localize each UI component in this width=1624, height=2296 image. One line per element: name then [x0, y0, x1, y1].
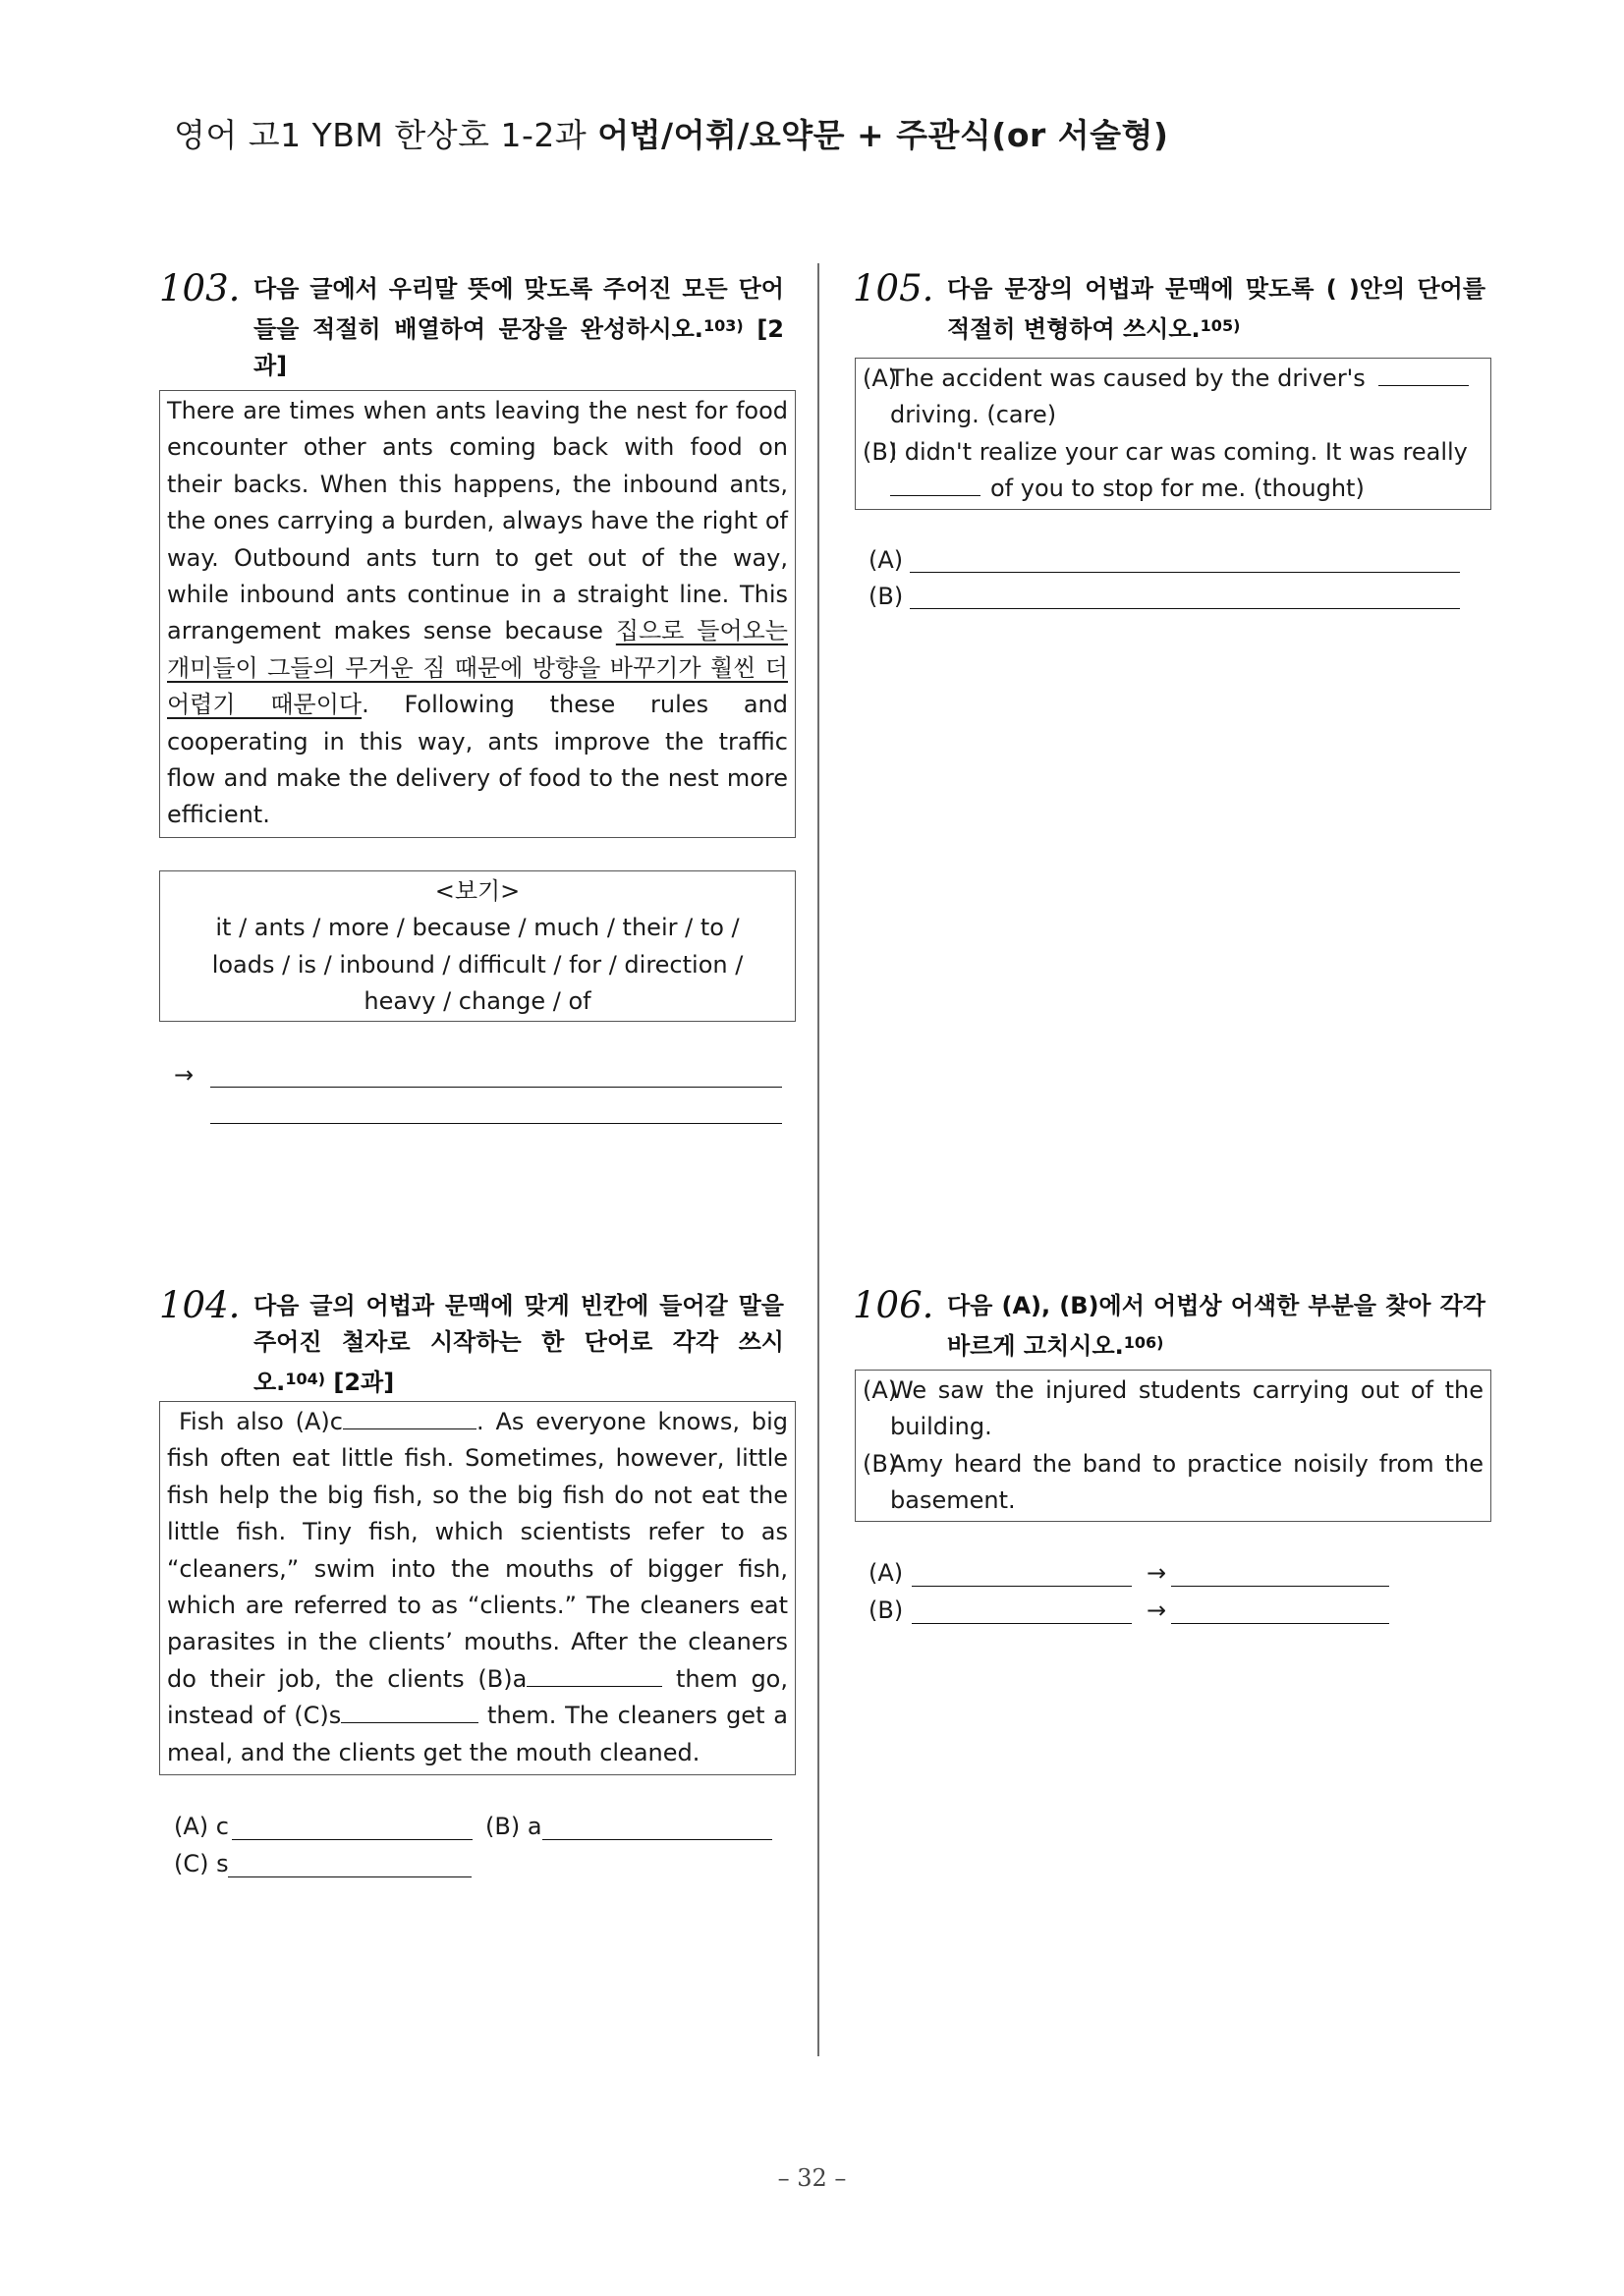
sentence-a	[863, 361, 1484, 434]
answer-line-b-wrong[interactable]	[912, 1623, 1132, 1624]
answer-label-a: (A) c	[174, 1813, 229, 1840]
question-instruction: 다음 문장의 어법과 문맥에 맞도록 ( )안의 단어를 적절히 변형하여 쓰시오.$^{105)}$	[947, 275, 1485, 343]
column-divider	[817, 263, 819, 2056]
sentence-a-text: We saw the injured students carrying out of the building.	[890, 1376, 1484, 1441]
passage-part-2: . As everyone knows, big fish often eat little fish. Sometimes, however, little fish help the big fish, so the big fish do not eat the little fish. Tiny fish, which scientists refer to as “cleaners,” swim into the mouths of bigger fish, which are referred to as “clients.” The cleaners eat parasites in the clients’ mouths. After the cleaners do their job, the clients (B)a	[167, 1408, 788, 1693]
blank-b[interactable]	[890, 476, 980, 496]
lesson-tag: [2과]	[333, 1369, 395, 1396]
question-number: 106.	[853, 1284, 934, 1326]
answer-label-a: (A)	[868, 1559, 904, 1587]
answer-line-a-right[interactable]	[1171, 1586, 1389, 1587]
sentence-b-text: I didn't realize your car was coming. It was really	[890, 437, 1468, 466]
footnote-marker: 104)	[285, 1370, 326, 1388]
question-number: 104.	[159, 1284, 241, 1326]
blank-c[interactable]	[341, 1703, 478, 1723]
answer-line-c[interactable]	[228, 1876, 472, 1877]
underlined-korean: 집으로 들어오는 개미들이 그들의 무거운 짐 때문에 방향을 바꾸기가 훨씬 더 어렵기 때문이다	[167, 617, 788, 719]
question-instruction: 다음 글의 어법과 문맥에 맞게 빈칸에 들어갈 말을 주어진 철자로 시작하는 한 단어로 각각 쓰시오.$^{104)}$ [2과]	[253, 1292, 784, 1396]
footnote-marker: 106)	[1123, 1333, 1164, 1352]
sentence-a	[863, 1372, 1484, 1446]
answer-line-a[interactable]	[232, 1839, 473, 1840]
answer-arrow-a: →	[1147, 1559, 1167, 1587]
header-topic: 어법/어휘/요약문 + 주관식(or 서술형)	[597, 116, 1169, 154]
answer-line-1[interactable]	[210, 1087, 782, 1088]
answer-label-a: (A)	[868, 546, 904, 574]
passage-part-1: Fish also (A)c	[179, 1408, 343, 1435]
answer-line-a-wrong[interactable]	[912, 1586, 1132, 1587]
answer-label-b: (B) a	[485, 1813, 542, 1840]
passage-part-3: them go, instead of (C)s	[167, 1664, 788, 1730]
answer-line-b[interactable]	[910, 608, 1460, 609]
sentence-box-106	[855, 1370, 1491, 1522]
sentence-box-105	[855, 358, 1491, 510]
answer-line-b-right[interactable]	[1171, 1623, 1389, 1624]
answer-arrow-b: →	[1147, 1596, 1167, 1624]
header-subject: 영어 고1 YBM 한상호 1-2과	[174, 116, 598, 154]
answer-line-b[interactable]	[542, 1839, 772, 1840]
word-bank-title: <보기>	[434, 877, 521, 905]
sentence-b	[863, 434, 1484, 508]
lesson-tag: [2과]	[253, 315, 784, 379]
question-number: 105.	[853, 267, 934, 309]
sentence-a-text: The accident was caused by the driver's	[890, 364, 1366, 392]
sentence-b-label: (B)	[863, 1449, 898, 1478]
question-number: 103.	[159, 267, 241, 309]
answer-label-b: (B)	[868, 583, 904, 610]
passage-box-103	[159, 390, 796, 838]
sentence-a-label: (A)	[863, 1376, 898, 1404]
word-bank-words: it / ants / more / because / much / their / to / loads / is / inbound / difficult / for / direction / heavy / change / of	[211, 914, 744, 1016]
page-header	[174, 110, 1169, 156]
footnote-marker: 105)	[1200, 316, 1241, 335]
passage-box-104	[159, 1401, 796, 1775]
answer-label-c: (C) s	[174, 1850, 229, 1877]
answer-line-a[interactable]	[910, 572, 1460, 573]
blank-a[interactable]	[1378, 365, 1469, 386]
passage-part-4: them. The cleaners get a meal, and the clients get the mouth cleaned.	[167, 1702, 788, 1766]
answer-arrow: →	[174, 1061, 195, 1089]
question-instruction: 다음 (A), (B)에서 어법상 어색한 부분을 찾아 각각 바르게 고치시오.$^{106)}$	[947, 1292, 1485, 1360]
passage-text-end: . Following these rules and cooperating in this way, ants improve the traffic flow and make the delivery of food to the nest more efficient.	[167, 691, 788, 829]
sentence-a-label: (A)	[863, 364, 898, 392]
blank-b[interactable]	[527, 1666, 662, 1687]
sentence-b-hint: of you to stop for me. (thought)	[990, 475, 1365, 503]
sentence-b-text: Amy heard the band to practice noisily from the basement.	[890, 1449, 1484, 1515]
sentence-b	[863, 1446, 1484, 1520]
footnote-marker: 103)	[702, 316, 744, 335]
blank-a[interactable]	[343, 1409, 476, 1429]
word-bank-box	[159, 870, 796, 1022]
passage-text: There are times when ants leaving the nest for food encounter other ants coming back with food on their backs. When this happens, the inbound ants, the ones carrying a burden, always have the right of way. Outbound ants turn to get out of the way, while inbound ants continue in a straight line. This arrangement makes sense because	[167, 397, 788, 645]
sentence-a-hint: driving. (care)	[890, 401, 1057, 429]
page-number: – 32 –	[777, 2164, 847, 2192]
sentence-b-label: (B)	[863, 437, 898, 466]
question-instruction: 다음 글에서 우리말 뜻에 맞도록 주어진 모든 단어들을 적절히 배열하여 문장을 완성하시오.$^{103)}$ [2과]	[253, 275, 784, 379]
answer-label-b: (B)	[868, 1596, 904, 1624]
answer-line-2[interactable]	[210, 1123, 782, 1124]
